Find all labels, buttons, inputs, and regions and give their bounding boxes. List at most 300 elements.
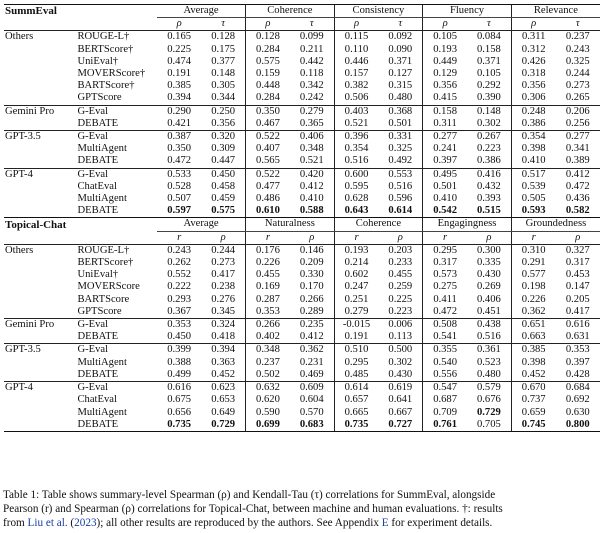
model-group [4,419,76,432]
coefficient-symbol: ρ [486,231,492,243]
table-cell: 0.402 [246,331,290,344]
table-cell: 0.262 [167,257,192,269]
table-cell: 0.705 [467,419,511,432]
table-row [4,118,600,131]
table-row [4,155,600,168]
table-cell: 0.356 [211,117,236,129]
table-row [4,92,600,105]
model-group [4,92,76,105]
method-name: DEBATE [77,368,119,380]
table-cell: 0.552 [167,269,192,281]
model-group [4,193,76,205]
model-group [4,118,76,131]
table-row [4,105,600,118]
subheader-blank [4,18,76,31]
table-row [4,344,600,357]
table-cell: 0.324 [201,319,245,332]
table-cell: 0.521 [299,155,324,167]
table-cell: 0.452 [211,368,236,380]
table-cell: 0.158 [476,43,501,55]
method-name: DEBATE [77,155,119,167]
model-group [4,281,76,293]
table-cell: 0.709 [423,407,467,419]
table-cell: 0.600 [334,168,378,181]
table-cell: 0.284 [246,44,290,56]
metric-header: Average [157,5,246,18]
coefficient-symbol: ρ [575,231,581,243]
model-group [4,407,76,419]
table-cell: 0.522 [246,168,290,181]
table-cell: 0.800 [556,419,600,432]
table-cell: 0.727 [378,419,422,432]
table-cell: 0.146 [290,244,334,257]
model-group [4,155,76,168]
table-cell: 0.614 [378,205,422,218]
table-cell: 0.354 [511,131,555,144]
table-cell: 0.516 [334,155,378,168]
table-cell: 0.191 [334,331,378,344]
table-cell: 0.315 [388,80,413,92]
table-cell: 0.632 [246,382,290,395]
table-cell: 0.256 [565,117,590,129]
table-cell: 0.450 [167,331,192,343]
coefficient-symbol: τ [309,18,314,30]
method-name: MultiAgent [77,143,127,155]
table-cell: 0.309 [211,143,236,155]
table-cell: 0.415 [423,92,467,105]
table-cell: 0.115 [334,31,378,44]
table-row [4,31,600,44]
table-cell: 0.472 [565,180,590,192]
table-cell: 0.411 [423,294,467,306]
table-cell: 0.320 [201,131,245,144]
table-cell: 0.455 [246,269,290,281]
table-cell: 0.448 [246,80,290,92]
table-cell: 0.540 [423,357,467,369]
table-row [4,382,600,395]
table-row [4,357,600,369]
table-cell: 0.302 [388,356,413,368]
citation-link-liu[interactable]: Liu et al. [27,517,68,530]
metric-header: Coherence [246,5,335,18]
appendix-link[interactable]: E [381,517,389,530]
table-row [4,369,600,382]
table-cell: 0.430 [476,269,501,281]
table-cell: 0.398 [511,357,555,369]
table-cell: 0.499 [167,368,192,380]
table-cell: 0.472 [423,306,467,319]
subheader-blank [76,231,157,244]
table-cell: 0.436 [565,193,590,205]
table-cell: 0.502 [246,369,290,382]
table-cell: 0.438 [467,319,511,332]
table-cell: 0.214 [334,257,378,269]
table-cell: 0.641 [388,394,413,406]
model-group [4,56,76,68]
table-cell: 0.099 [290,31,334,44]
metric-header: Fluency [423,5,512,18]
table-cell: 0.292 [476,80,501,92]
table-cell: 0.269 [476,281,501,293]
coefficient-symbol: ρ [176,18,182,30]
subheader-row [4,231,600,244]
table-cell: 0.396 [334,131,378,144]
table-cell: 0.492 [388,155,413,167]
table-cell: 0.663 [511,331,555,344]
table-cell: 0.211 [300,43,324,55]
table-cell: 0.410 [511,155,555,168]
table-row [4,331,600,344]
table-cell: 0.643 [334,205,378,218]
table-cell: 0.459 [211,193,236,205]
coefficient-symbol: r [246,231,290,244]
table-cell: 0.699 [246,419,290,432]
table-cell: 0.287 [246,294,290,306]
method-name: G-Eval [76,382,157,395]
table-row [4,193,600,205]
table-cell: 0.446 [334,56,378,68]
metric-header: Naturalness [246,218,335,231]
table-cell: 0.241 [423,143,467,155]
table-cell: 0.330 [299,269,324,281]
method-name: MultiAgent [77,356,127,368]
table-cell: 0.344 [211,92,236,104]
model-group: GPT-4 [4,382,76,395]
table-cell: 0.729 [201,419,245,432]
table-cell: 0.295 [423,244,467,257]
method-name: BERTScore† [77,257,134,269]
table-cell: 0.480 [388,92,413,104]
table-cell: 0.420 [290,168,334,181]
coefficient-symbol: τ [487,18,491,30]
method-name: ROUGE-L† [76,31,157,44]
table-cell: 0.418 [211,331,236,343]
table-cell: 0.387 [157,131,201,144]
table-cell: 0.318 [511,68,555,80]
table-cell: 0.203 [378,244,422,257]
caption-line-2: Pearson (r) and Spearman (ρ) correlations for Topical-Chat, between machine and human evaluations. †: results [3,503,503,516]
coefficient-symbol: r [511,231,555,244]
table-cell: 0.348 [299,143,324,155]
table-cell: 0.610 [246,205,290,218]
table-cell: 0.317 [565,257,590,269]
table-cell: 0.237 [556,31,600,44]
table-cell: 0.226 [511,294,555,306]
table-cell: 0.205 [565,293,590,305]
table-cell: 0.582 [556,205,600,218]
table-cell: 0.158 [423,105,467,118]
table-cell: 0.430 [388,368,413,380]
table-cell: 0.277 [556,131,600,144]
table-cell: 0.407 [246,143,290,155]
table-cell: 0.193 [334,244,378,257]
model-group [4,294,76,306]
table-row [4,131,600,144]
table-cell: 0.556 [423,369,467,382]
table-cell: 0.371 [476,55,501,67]
table-cell: 0.595 [334,181,378,193]
table-cell: 0.501 [423,181,467,193]
table-cell: 0.495 [423,168,467,181]
table-cell: 0.128 [246,31,290,44]
model-group: GPT-4 [4,168,76,181]
table-row [4,44,600,56]
table-cell: 0.516 [388,180,413,192]
model-group [4,181,76,193]
table-cell: 0.619 [378,382,422,395]
header-row [4,218,600,231]
table-cell: 0.300 [467,244,511,257]
table-cell: 0.084 [467,31,511,44]
table-cell: 0.118 [300,68,324,80]
table-cell: 0.386 [511,118,555,131]
caption-line-1: Table 1: Table shows summary-level Spearman (ρ) and Kendall-Tau (τ) correlations for SummEval, alongside [3,489,496,501]
model-group [4,44,76,56]
table-cell: 0.451 [476,305,501,317]
coefficient-symbol: τ [221,18,226,30]
coefficient-symbol: τ [398,18,403,30]
table-cell: 0.406 [476,293,501,305]
model-group: Gemini Pro [4,105,76,118]
subheader-blank [76,18,157,31]
table-cell: 0.506 [334,92,378,105]
table-cell: 0.325 [565,55,590,67]
table-row [4,407,600,419]
table-cell: 0.597 [157,205,201,218]
table-cell: 0.225 [388,293,413,305]
table-cell: 0.541 [423,331,467,344]
table-cell: 0.159 [246,68,290,80]
table-cell: 0.653 [211,394,236,406]
table-cell: 0.345 [211,305,236,317]
table-cell: 0.237 [246,357,290,369]
table-cell: 0.508 [423,319,467,332]
table-cell: 0.147 [565,281,590,293]
method-name: GPTScore [77,305,122,317]
table-cell: 0.477 [246,181,290,193]
table-cell: 0.356 [423,80,467,92]
table-cell: 0.148 [211,68,236,80]
table-cell: 0.735 [157,419,201,432]
coefficient-symbol: ρ [246,18,290,31]
table-cell: 0.248 [511,105,555,118]
table-cell: 0.399 [157,344,201,357]
method-name: MOVERScore† [77,68,146,80]
table-cell: 0.279 [334,306,378,319]
section-title: SummEval [4,5,76,18]
section-title: Topical-Chat [4,218,76,231]
table-cell: 0.410 [299,193,324,205]
model-group [4,68,76,80]
table-cell: 0.226 [246,257,290,269]
table-cell: 0.247 [334,281,378,293]
table-cell: 0.692 [565,394,590,406]
table-cell: 0.417 [211,269,236,281]
table-cell: 0.528 [167,180,192,192]
table-cell: 0.148 [467,105,511,118]
table-cell: 0.517 [511,168,555,181]
method-name: MOVERScore [77,281,140,293]
table-cell: 0.169 [246,281,290,293]
table-cell: 0.105 [476,68,501,80]
table-cell: 0.356 [511,80,555,92]
table-cell: 0.353 [556,344,600,357]
table-cell: 0.735 [334,419,378,432]
table-cell: 0.432 [476,180,501,192]
metric-header: Groundedness [511,218,600,231]
table-row [4,281,600,293]
table-cell: 0.235 [290,319,334,332]
table-cell: 0.266 [246,319,290,332]
table-cell: 0.593 [511,205,555,218]
table-row [4,168,600,181]
table-cell: 0.510 [334,344,378,357]
table-cell: 0.110 [334,44,378,56]
table-cell: 0.238 [211,281,236,293]
table-cell: 0.684 [556,382,600,395]
table-cell: 0.092 [378,31,422,44]
subheader-row [4,18,600,31]
table-cell: 0.521 [334,118,378,131]
table-caption [3,488,603,531]
table-cell: 0.421 [167,117,192,129]
table-cell: 0.250 [201,105,245,118]
table-cell: 0.342 [299,80,324,92]
table-cell: 0.623 [201,382,245,395]
table-cell: 0.570 [299,406,324,418]
table-cell: 0.631 [565,331,590,343]
table-cell: 0.683 [290,419,334,432]
table-cell: 0.614 [334,382,378,395]
table-cell: 0.398 [511,143,555,155]
table-cell: 0.191 [167,68,192,80]
table-cell: 0.276 [211,293,236,305]
results-table [4,4,600,432]
table-cell: 0.397 [565,356,590,368]
table-cell: 0.442 [299,55,324,67]
table-cell: 0.371 [388,55,413,67]
table-cell: 0.386 [476,155,501,167]
table-cell: 0.575 [246,56,290,68]
table-cell: 0.486 [246,193,290,205]
method-name: DEBATE [77,117,119,129]
table-cell: 0.616 [157,382,201,395]
table-cell: 0.113 [388,331,413,343]
method-name: G-Eval [76,105,157,118]
table-cell: 0.628 [334,193,378,205]
table-cell: 0.277 [423,131,467,144]
caption-line-3: from Liu et al. (2023); all other results are reproduced by the authors. See Appendix E for experiment details. [3,517,493,530]
table-cell: 0.523 [476,356,501,368]
model-group [4,269,76,281]
model-group [4,394,76,406]
table-cell: 0.501 [388,117,413,129]
coefficient-symbol: ρ [511,18,555,31]
model-group [4,143,76,155]
table-cell: 0.311 [423,118,467,131]
table-cell: 0.602 [334,269,378,281]
method-name: DEBATE [76,205,157,218]
table-cell: 0.006 [378,319,422,332]
subheader-blank [4,231,76,244]
model-group: Others [4,31,76,44]
table-cell: 0.388 [167,356,192,368]
table-cell: 0.341 [565,143,590,155]
table-cell: 0.417 [565,305,590,317]
table-cell: 0.289 [299,305,324,317]
summeval-section [4,5,600,218]
table-cell: 0.675 [167,394,192,406]
table-cell: 0.377 [211,55,236,67]
table-cell: 0.325 [388,143,413,155]
coefficient-symbol: r [177,231,182,243]
table-cell: 0.507 [167,193,192,205]
table-row [4,181,600,193]
table-cell: 0.590 [246,407,290,419]
table-cell: 0.317 [423,257,467,269]
table-cell: 0.222 [167,281,192,293]
table-cell: 0.426 [511,56,555,68]
table-cell: 0.243 [565,43,590,55]
table-cell: 0.553 [378,168,422,181]
citation-link-year[interactable]: 2023 [74,517,97,530]
table-cell: 0.265 [565,92,590,104]
table-cell: 0.350 [246,105,290,118]
table-cell: 0.452 [511,369,555,382]
table-cell: 0.244 [565,68,590,80]
table-cell: 0.310 [511,244,555,257]
table-cell: 0.389 [565,155,590,167]
table-cell: 0.393 [476,193,501,205]
coefficient-symbol: r [334,231,378,244]
table-cell: 0.761 [423,419,467,432]
table-cell: 0.251 [334,294,378,306]
table-cell: 0.397 [423,155,467,168]
table-cell: 0.657 [334,394,378,406]
table-cell: 0.447 [211,155,236,167]
table-cell: 0.335 [476,257,501,269]
table-cell: 0.362 [511,306,555,319]
table-cell: 0.394 [201,344,245,357]
table-cell: 0.273 [565,80,590,92]
table-row [4,394,600,406]
model-group [4,257,76,269]
table-cell: 0.579 [467,382,511,395]
table-cell: 0.243 [157,244,201,257]
table-cell: 0.406 [290,131,334,144]
model-group [4,306,76,319]
coefficient-symbol: r [423,231,467,244]
table-cell: 0.412 [299,331,324,343]
metric-header: Coherence [334,218,423,231]
table-row [4,68,600,80]
metric-header: Engagingness [423,218,512,231]
table-cell: 0.449 [423,56,467,68]
table-cell: 0.175 [211,43,236,55]
table-cell: 0.616 [556,319,600,332]
table-cell: 0.223 [388,305,413,317]
table-cell: 0.474 [167,55,192,67]
table-cell: 0.385 [167,80,192,92]
table-cell: 0.302 [476,117,501,129]
table-cell: 0.455 [388,269,413,281]
table-row [4,205,600,218]
table-cell: 0.176 [246,244,290,257]
model-group [4,357,76,369]
table-cell: 0.403 [334,105,378,118]
table-cell: 0.165 [157,31,201,44]
table-cell: 0.745 [511,419,555,432]
